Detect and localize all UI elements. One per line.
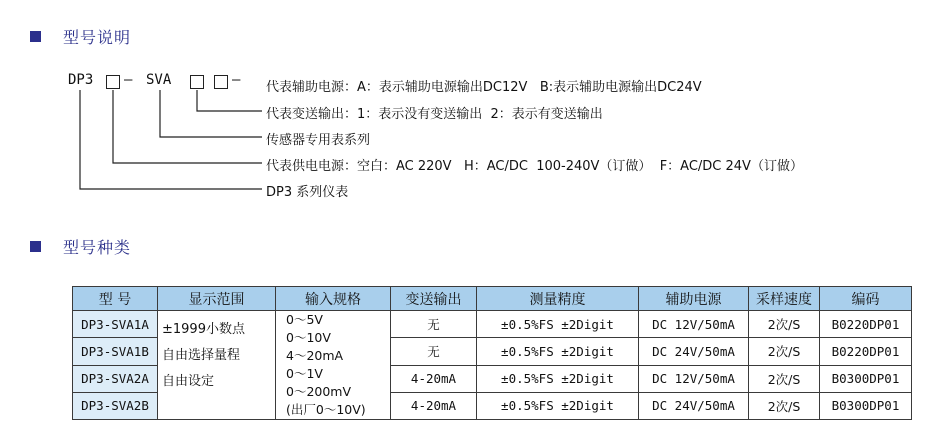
code-mid: SVA <box>146 72 172 88</box>
model-cell: DP3-SVA2B <box>73 392 158 419</box>
input-spec-line: 0～5V <box>286 312 323 327</box>
code-cell: B0300DP01 <box>820 392 912 419</box>
input-spec-cell <box>276 311 391 420</box>
desc-supply-power: 代表供电电源：空白：AC 220V H：AC/DC 100-240V（订做） F：AC/DC 24V（订做） <box>266 159 803 174</box>
header-cell: 型 号 <box>73 287 158 311</box>
desc-transmit-output: 代表变送输出：1：表示没有变送输出 2：表示有变送输出 <box>266 107 603 122</box>
table-header-row <box>73 287 912 311</box>
accuracy-cell: ±0.5%FS ±2Digit <box>477 392 639 419</box>
speed-cell: 2次/S <box>749 365 820 392</box>
code-cell: B0220DP01 <box>820 338 912 365</box>
input-spec-line: 0～10V <box>286 330 331 345</box>
output-cell: 无 <box>391 338 477 365</box>
display-range-cell <box>158 311 276 420</box>
input-spec-line: (出厂0～10V) <box>286 402 366 417</box>
output-cell: 无 <box>391 311 477 338</box>
model-cell: DP3-SVA2A <box>73 365 158 392</box>
section-title-model-types <box>30 234 131 258</box>
power-cell: DC 12V/50mA <box>639 311 749 338</box>
speed-cell: 2次/S <box>749 338 820 365</box>
section-title-text: 型号说明 <box>63 27 132 47</box>
section-square-icon <box>30 241 41 252</box>
connector-output <box>197 90 262 111</box>
model-cell: DP3-SVA1A <box>73 311 158 338</box>
connector-dp3 <box>80 90 262 189</box>
model-cell: DP3-SVA1B <box>73 338 158 365</box>
output-cell: 4-20mA <box>391 392 477 419</box>
input-spec-line: 0～1V <box>286 366 323 381</box>
header-cell: 采样速度 <box>749 287 820 311</box>
power-cell: DC 24V/50mA <box>639 338 749 365</box>
accuracy-cell: ±0.5%FS ±2Digit <box>477 311 639 338</box>
table-row <box>73 311 912 338</box>
code-dash-2: — <box>232 72 241 88</box>
display-range-line: 自由选择量程 <box>162 348 241 363</box>
speed-cell: 2次/S <box>749 311 820 338</box>
model-spec-table <box>72 286 912 420</box>
desc-sensor-series: 传感器专用表系列 <box>266 133 371 148</box>
header-cell: 测量精度 <box>477 287 639 311</box>
connector-series <box>160 90 262 137</box>
power-cell: DC 24V/50mA <box>639 392 749 419</box>
desc-dp3-series: DP3 系列仪表 <box>266 185 349 200</box>
accuracy-cell: ±0.5%FS ±2Digit <box>477 365 639 392</box>
speed-cell: 2次/S <box>749 392 820 419</box>
header-cell: 输入规格 <box>276 287 391 311</box>
code-dash-1: — <box>124 72 133 88</box>
section-title-text: 型号种类 <box>63 237 132 257</box>
connector-power <box>113 90 262 163</box>
desc-aux-power: 代表辅助电源：A：表示辅助电源输出DC12V B:表示辅助电源输出DC24V <box>266 80 702 95</box>
header-cell: 变送输出 <box>391 287 477 311</box>
display-range-line: ±1999小数点 <box>162 322 245 337</box>
display-range-line: 自由设定 <box>162 374 215 389</box>
header-cell: 辅助电源 <box>639 287 749 311</box>
code-cell: B0300DP01 <box>820 365 912 392</box>
header-cell: 编码 <box>820 287 912 311</box>
output-cell: 4-20mA <box>391 365 477 392</box>
code-prefix: DP3 <box>68 72 94 88</box>
power-cell: DC 12V/50mA <box>639 365 749 392</box>
code-cell: B0220DP01 <box>820 311 912 338</box>
input-spec-line: 4～20mA <box>286 348 344 363</box>
accuracy-cell: ±0.5%FS ±2Digit <box>477 338 639 365</box>
header-cell: 显示范围 <box>158 287 276 311</box>
input-spec-line: 0～200mV <box>286 384 352 399</box>
